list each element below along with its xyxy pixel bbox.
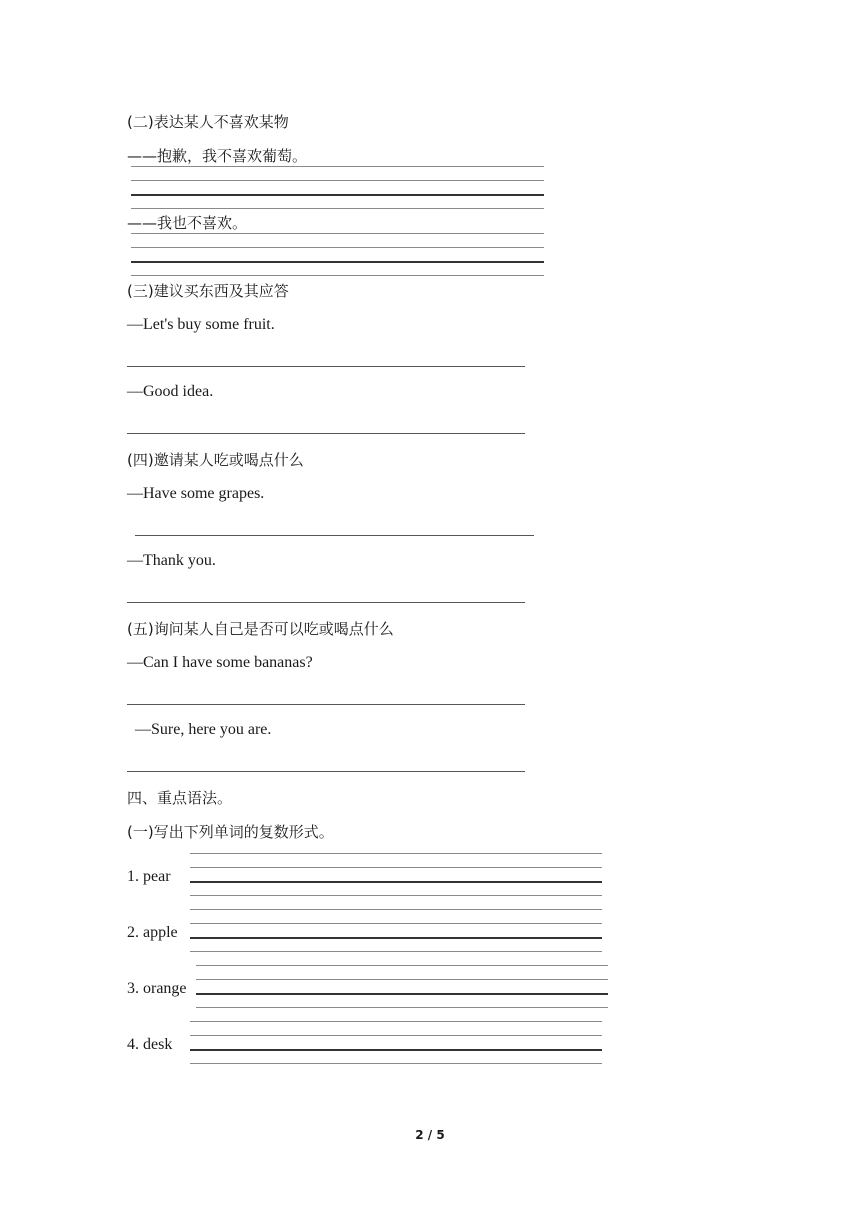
answer-line[interactable] bbox=[127, 433, 525, 434]
section-5-heading: (五)询问某人自己是否可以吃或喝点什么 bbox=[127, 620, 394, 638]
section-3-answer: —Good idea. bbox=[127, 383, 214, 400]
section-5-answer: —Sure, here you are. bbox=[135, 721, 272, 738]
word-apple: 2. apple bbox=[127, 924, 178, 941]
four-line-writing-area-desk[interactable] bbox=[190, 1021, 602, 1065]
page-number: 2 / 5 bbox=[415, 1128, 445, 1142]
four-line-writing-area-1[interactable] bbox=[131, 166, 544, 210]
four-line-writing-area-pear[interactable] bbox=[190, 853, 602, 897]
section-4-question: —Have some grapes. bbox=[127, 485, 265, 502]
part-4-heading: 四、重点语法。 bbox=[127, 789, 233, 807]
section-3-heading: (三)建议买东西及其应答 bbox=[127, 282, 289, 300]
section-2-heading: (二)表达某人不喜欢某物 bbox=[127, 113, 289, 131]
four-line-writing-area-2[interactable] bbox=[131, 233, 544, 277]
answer-line[interactable] bbox=[127, 771, 525, 772]
section-5-question: —Can I have some bananas? bbox=[127, 654, 313, 671]
answer-line[interactable] bbox=[127, 602, 525, 603]
word-orange: 3. orange bbox=[127, 980, 187, 997]
word-pear: 1. pear bbox=[127, 868, 171, 885]
section-2-line-1: ——抱歉，我不喜欢葡萄。 bbox=[127, 147, 308, 165]
answer-line[interactable] bbox=[127, 366, 525, 367]
section-3-question: —Let's buy some fruit. bbox=[127, 316, 275, 333]
part-4-subheading: (一)写出下列单词的复数形式。 bbox=[127, 823, 334, 841]
section-4-heading: (四)邀请某人吃或喝点什么 bbox=[127, 451, 304, 469]
section-4-answer: —Thank you. bbox=[127, 552, 216, 569]
four-line-writing-area-orange[interactable] bbox=[196, 965, 608, 1009]
answer-line[interactable] bbox=[127, 704, 525, 705]
word-desk: 4. desk bbox=[127, 1036, 173, 1053]
section-2-line-2: ——我也不喜欢。 bbox=[127, 214, 248, 232]
answer-line[interactable] bbox=[135, 535, 534, 536]
four-line-writing-area-apple[interactable] bbox=[190, 909, 602, 953]
